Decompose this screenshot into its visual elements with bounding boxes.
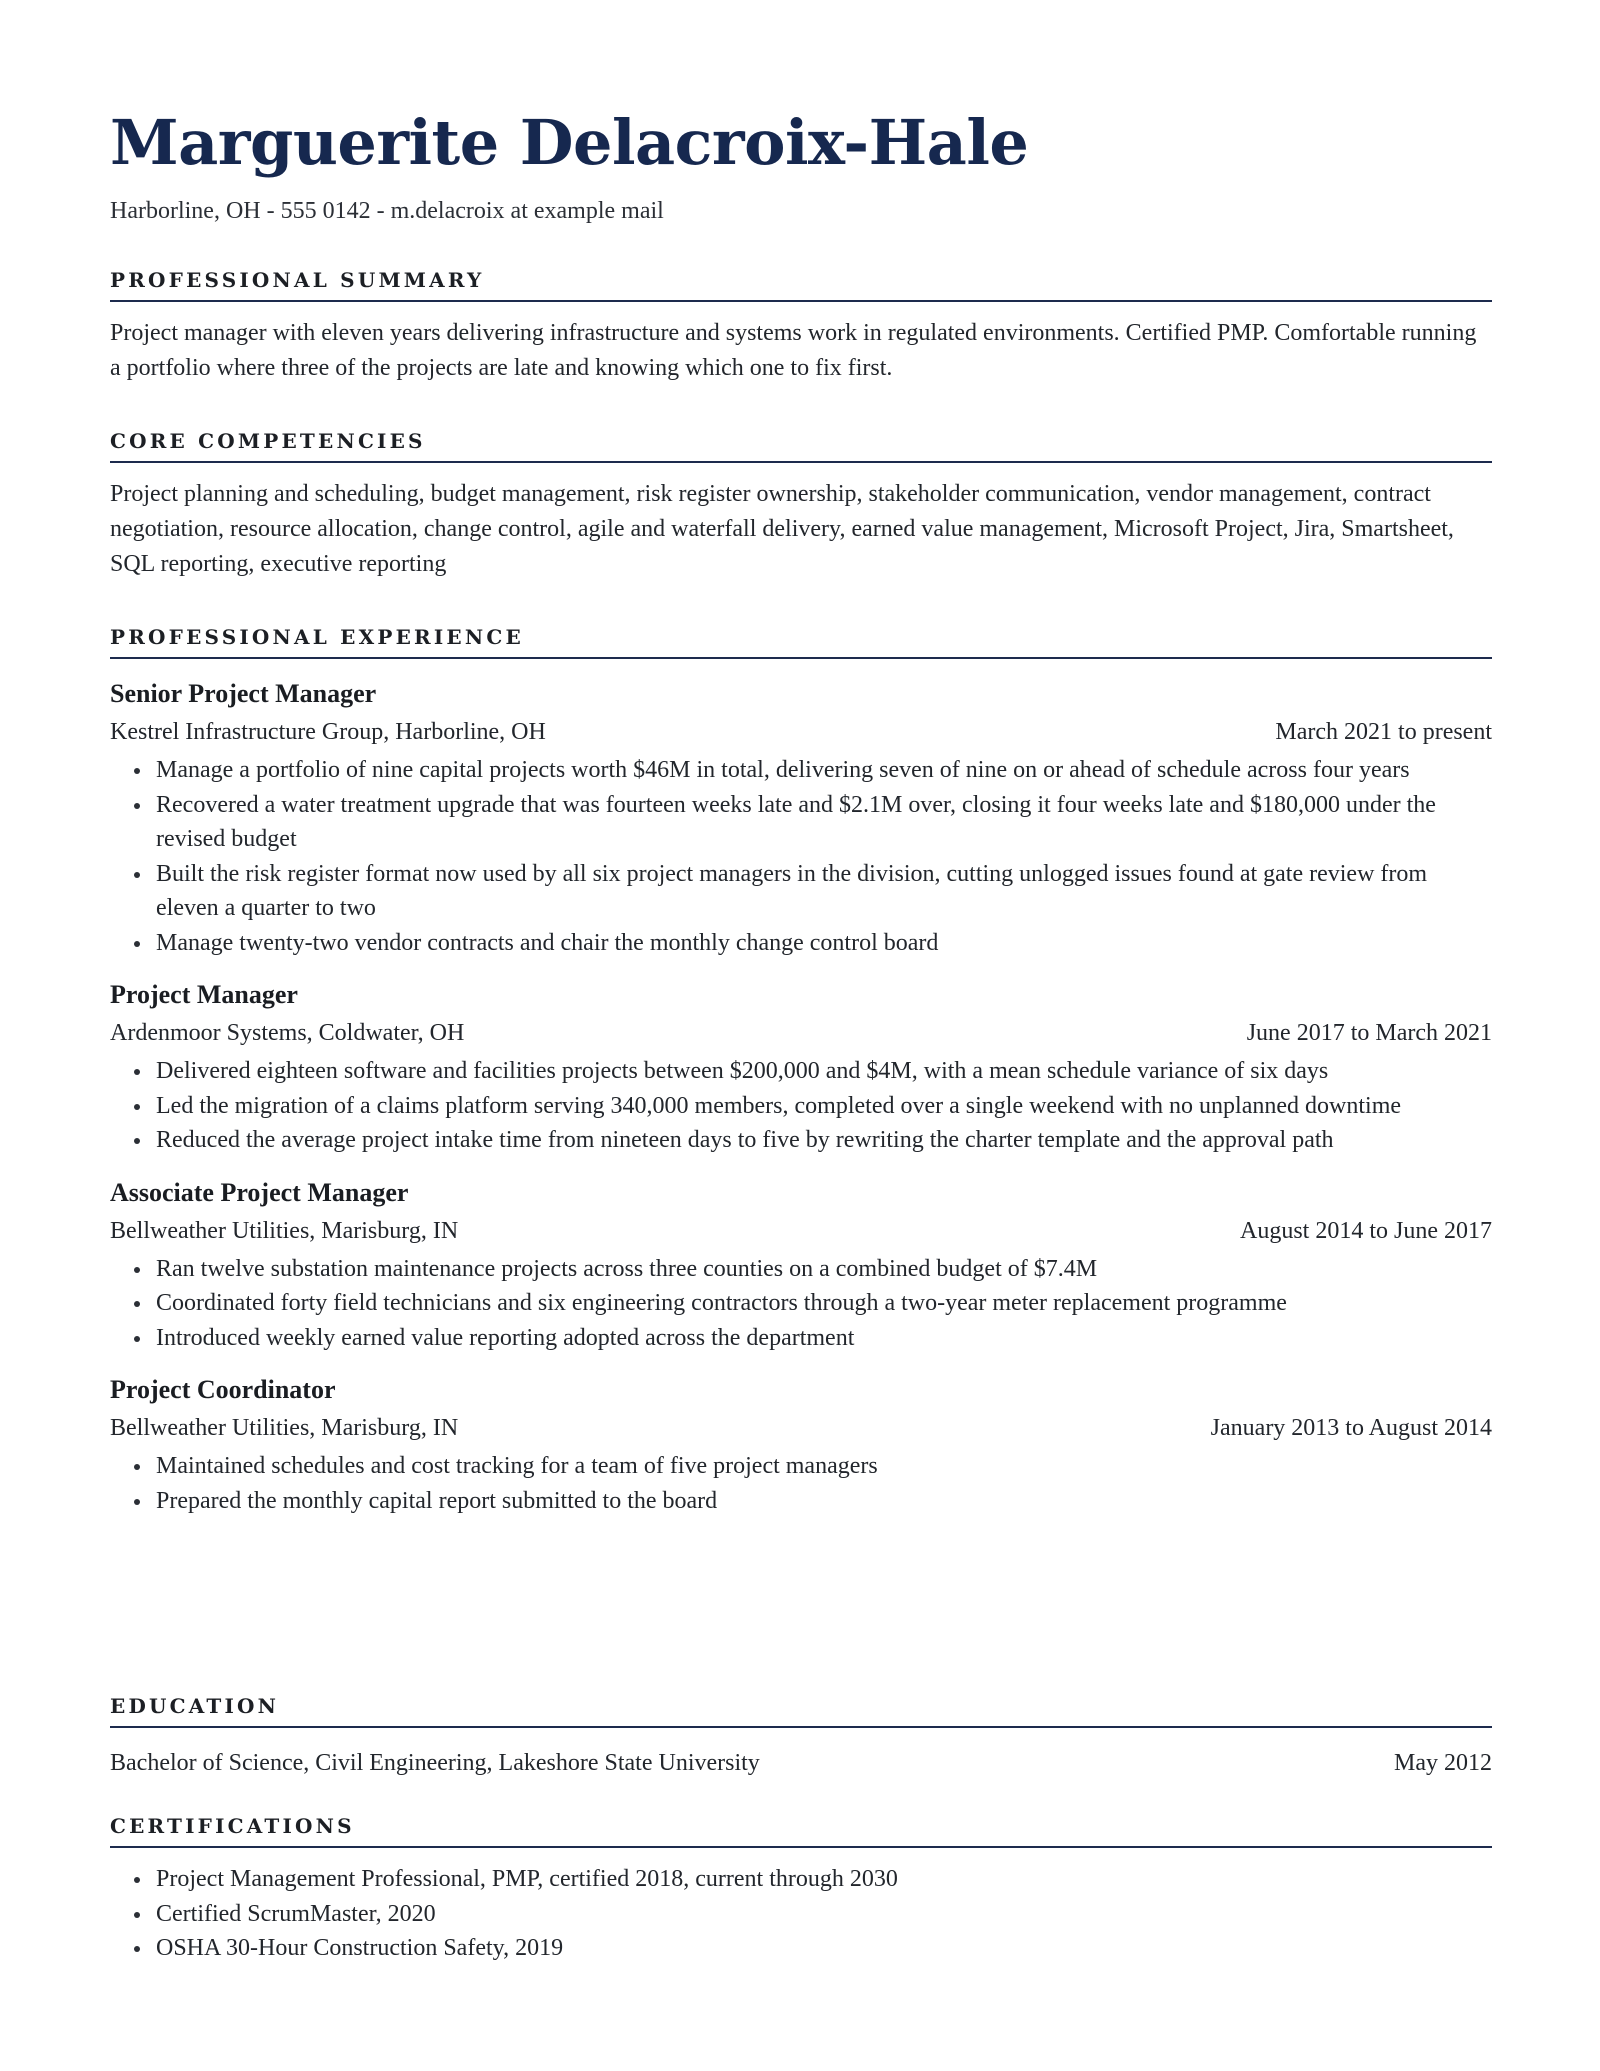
job-bullet: Led the migration of a claims platform serving 340,000 members, completed over a single weekend with no unplanned downtime (156, 1089, 1492, 1124)
job-company: Kestrel Infrastructure Group, Harborline, OH (110, 719, 546, 745)
certification-item: OSHA 30-Hour Construction Safety, 2019 (156, 1931, 1492, 1966)
job-meta (110, 1214, 1492, 1248)
experience-section (110, 625, 1492, 1518)
job-bullet: Delivered eighteen software and facilities projects between $200,000 and $4M, with a mean schedule variance of six days (156, 1054, 1492, 1089)
certification-item: Certified ScrumMaster, 2020 (156, 1897, 1492, 1932)
job-bullet: Maintained schedules and cost tracking for a team of five project managers (156, 1449, 1492, 1484)
job-bullet: Recovered a water treatment upgrade that was fourteen weeks late and $2.1M over, closing it four weeks late and $180,000 under the revised budget (156, 788, 1492, 857)
job-title: Project Coordinator (110, 1375, 336, 1404)
contact-line: Harborline, OH - 555 0142 - m.delacroix at example mail (110, 198, 664, 224)
job-bullet: Reduced the average project intake time from nineteen days to five by rewriting the charter template and the approval path (156, 1123, 1492, 1158)
job-dates: January 2013 to August 2014 (1210, 1415, 1492, 1441)
job-entry (110, 677, 1492, 960)
job-bullet: Built the risk register format now used by all six project managers in the division, cutting unlogged issues found at gate review from eleven a quarter to two (156, 857, 1492, 926)
certification-item: Project Management Professional, PMP, certified 2018, current through 2030 (156, 1862, 1492, 1897)
certifications-heading: CERTIFICATIONS (110, 1814, 1492, 1848)
job-bullet: Ran twelve substation maintenance projects across three counties on a combined budget of $7.4M (156, 1252, 1492, 1287)
job-meta (110, 715, 1492, 749)
job-title: Project Manager (110, 980, 298, 1009)
job-bullet: Manage a portfolio of nine capital projects worth $46M in total, delivering seven of nine on or ahead of schedule across four years (156, 753, 1492, 788)
job-title: Associate Project Manager (110, 1177, 409, 1207)
education-heading: EDUCATION (110, 1694, 1492, 1728)
job-bullet: Coordinated forty field technicians and six engineering contractors through a two-year meter replacement programme (156, 1286, 1492, 1321)
job-entry (110, 978, 1492, 1158)
candidate-name: Marguerite Delacroix-Hale (110, 106, 1029, 179)
job-bullet: Prepared the monthly capital report submitted to the board (156, 1484, 1492, 1519)
job-bullets (110, 1449, 1492, 1518)
summary-heading: PROFESSIONAL SUMMARY (110, 268, 1492, 302)
job-entry (110, 1373, 1492, 1518)
certifications-section (110, 1814, 1492, 1966)
competencies-section (110, 429, 1492, 582)
job-company: Ardenmoor Systems, Coldwater, OH (110, 1020, 465, 1046)
summary-section (110, 268, 1492, 386)
job-bullet: Introduced weekly earned value reporting adopted across the department (156, 1321, 1492, 1356)
job-company: Bellweather Utilities, Marisburg, IN (110, 1217, 459, 1244)
job-dates: August 2014 to June 2017 (1240, 1217, 1492, 1244)
job-bullet: Manage twenty-two vendor contracts and chair the monthly change control board (156, 926, 1492, 961)
job-bullets (110, 1252, 1492, 1356)
job-bullets (110, 753, 1492, 960)
job-entry (110, 1176, 1492, 1356)
education-section (110, 1694, 1492, 1780)
job-company: Bellweather Utilities, Marisburg, IN (110, 1415, 459, 1441)
job-title: Senior Project Manager (110, 679, 377, 708)
certifications-list (110, 1862, 1492, 1966)
summary-text: Project manager with eleven years delivering infrastructure and systems work in regulated environments. Certified PMP. Comfortable running a portfolio where three of the projects are late and knowing which one to fix first. (110, 320, 1477, 381)
job-list (110, 677, 1492, 1518)
education-entry (110, 1746, 1492, 1780)
competencies-heading: CORE COMPETENCIES (110, 429, 1492, 463)
education-date: May 2012 (1394, 1750, 1492, 1776)
job-dates: March 2021 to present (1275, 719, 1492, 745)
experience-heading: PROFESSIONAL EXPERIENCE (110, 625, 1492, 659)
job-meta (110, 1411, 1492, 1445)
competencies-text: Project planning and scheduling, budget management, risk register ownership, stakeholder communication, vendor management, contract negotiation, resource allocation, change control, agile and waterfall delivery, earned value management, Microsoft Project, Jira, Smartsheet, SQL reporting, executive reporting (110, 481, 1454, 577)
job-meta (110, 1016, 1492, 1050)
education-degree: Bachelor of Science, Civil Engineering, Lakeshore State University (110, 1750, 760, 1776)
job-bullets (110, 1054, 1492, 1158)
job-dates: June 2017 to March 2021 (1246, 1020, 1492, 1046)
